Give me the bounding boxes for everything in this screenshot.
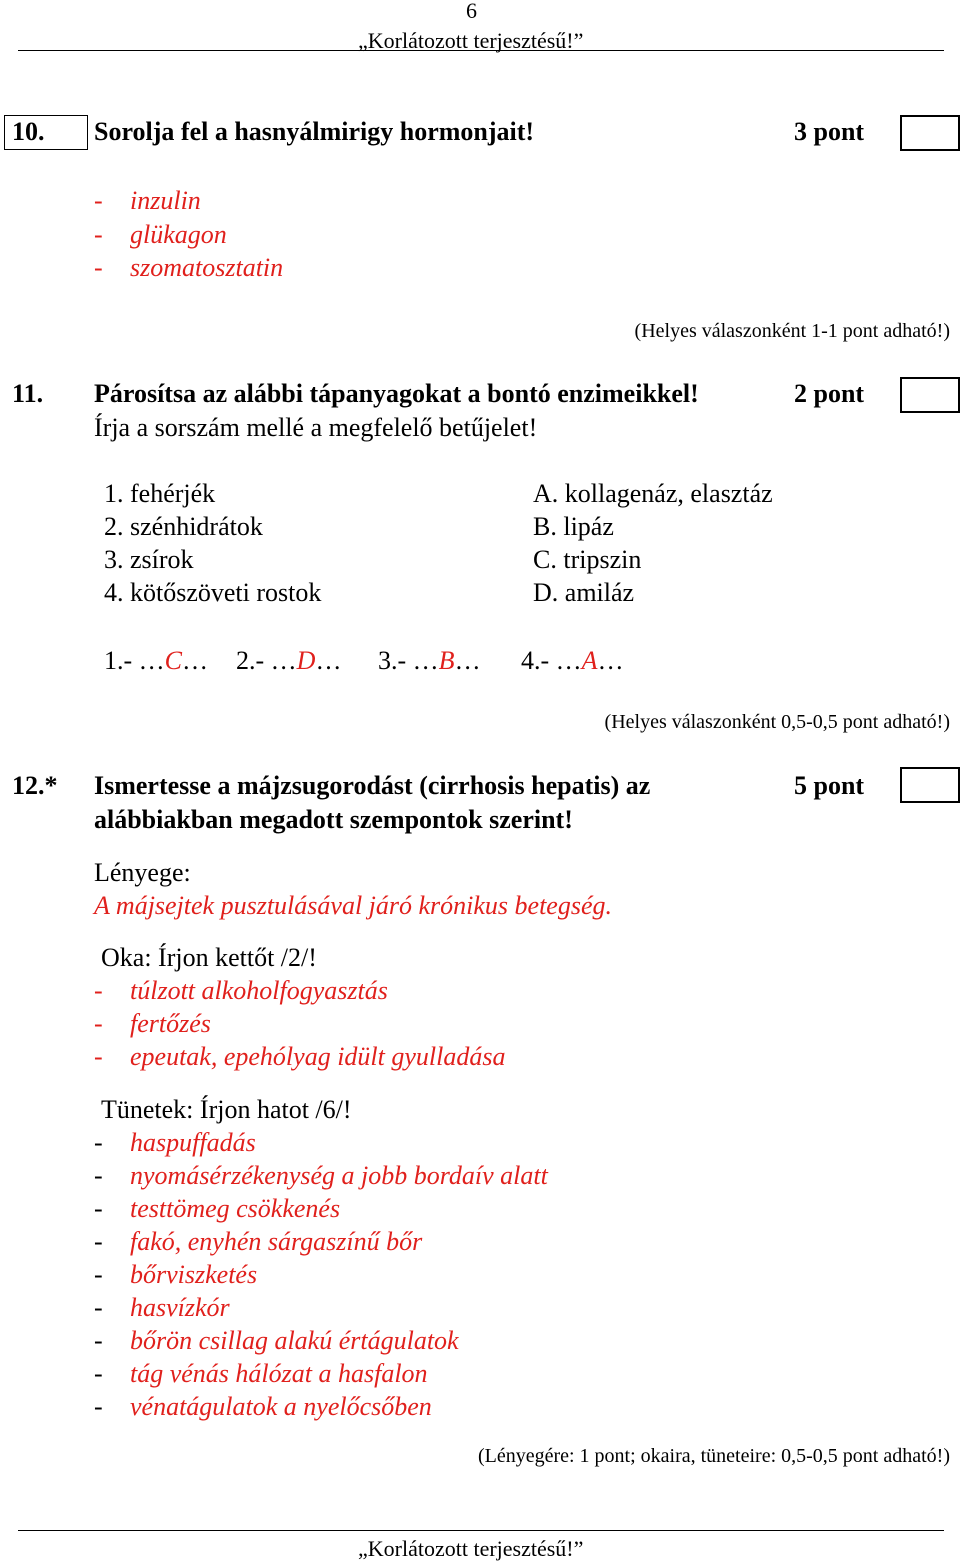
question-12-points: 5 pont xyxy=(794,771,865,800)
q11-right-item-d: D. amiláz xyxy=(533,578,635,607)
pair-suffix: … xyxy=(597,646,624,675)
answer-dash: - xyxy=(94,253,103,282)
question-10-prompt: Sorolja fel a hasnyálmirigy hormonjait! xyxy=(94,117,535,146)
pair-answer: C xyxy=(164,646,183,675)
q11-pair-1 xyxy=(104,646,208,676)
pair-suffix: … xyxy=(315,646,342,675)
question-11-number: 11. xyxy=(12,379,44,408)
causes-label: Oka: Írjon kettőt /2/! xyxy=(101,943,317,972)
q10-answer-3: szomatosztatin xyxy=(130,253,284,282)
symptom-4: fakó, enyhén sárgaszínű bőr xyxy=(130,1227,423,1256)
q11-left-item-3: 3. zsírok xyxy=(104,545,194,574)
cause-1: túlzott alkoholfogyasztás xyxy=(130,976,388,1005)
page-number: 6 xyxy=(466,0,477,23)
pair-prefix: 4.- … xyxy=(521,646,582,675)
symptom-1: haspuffadás xyxy=(130,1128,256,1157)
symptom-7: bőrön csillag alakú értágulatok xyxy=(130,1326,459,1355)
answer-dash: - xyxy=(94,1042,103,1071)
question-12-number: 12.* xyxy=(12,771,58,800)
q11-left-item-1: 1. fehérjék xyxy=(104,479,216,508)
pair-answer: B xyxy=(438,646,455,675)
question-12-prompt-line1: Ismertesse a májzsugorodást (cirrhosis hepatis) az xyxy=(94,771,651,800)
answer-dash: - xyxy=(94,1194,103,1223)
cause-3: epeutak, epehólyag idült gyulladása xyxy=(130,1042,506,1071)
q11-right-item-c: C. tripszin xyxy=(533,545,642,574)
symptom-9: vénatágulatok a nyelőcsőben xyxy=(130,1392,432,1421)
essence-label: Lényege: xyxy=(94,858,191,887)
q11-right-item-a: A. kollagenáz, elasztáz xyxy=(533,479,773,508)
answer-dash: - xyxy=(94,1359,103,1388)
q11-right-item-b: B. lipáz xyxy=(533,512,614,541)
score-box-q10[interactable] xyxy=(900,115,960,151)
symptom-5: bőrviszketés xyxy=(130,1260,258,1289)
symptoms-label: Tünetek: Írjon hatot /6/! xyxy=(101,1095,352,1124)
footer-rule xyxy=(18,1530,944,1531)
q10-answer-1: inzulin xyxy=(130,186,201,215)
pair-prefix: 2.- … xyxy=(236,646,297,675)
answer-dash: - xyxy=(94,1009,103,1038)
symptom-3: testtömeg csökkenés xyxy=(130,1194,341,1223)
q11-pair-3 xyxy=(378,646,481,676)
question-12-prompt-line2: alábbiakban megadott szempontok szerint! xyxy=(94,805,573,834)
question-10-points: 3 pont xyxy=(794,117,865,146)
answer-dash: - xyxy=(94,1326,103,1355)
q11-pair-2 xyxy=(236,646,341,676)
essence-answer: A májsejtek pusztulásával járó krónikus betegség. xyxy=(94,891,613,920)
answer-dash: - xyxy=(94,1227,103,1256)
score-box-q12[interactable] xyxy=(900,767,960,803)
q11-left-item-2: 2. szénhidrátok xyxy=(104,512,263,541)
question-10-number: 10. xyxy=(12,117,45,146)
answer-dash: - xyxy=(94,1161,103,1190)
header-rule xyxy=(18,50,944,51)
symptom-8: tág vénás hálózat a hasfalon xyxy=(130,1359,428,1388)
q10-answer-2: glükagon xyxy=(130,220,227,249)
question-11-prompt-line1: Párosítsa az alábbi tápanyagokat a bontó enzimeikkel! xyxy=(94,379,699,408)
answer-dash: - xyxy=(94,1293,103,1322)
footer-notice: „Korlátozott terjesztésű!” xyxy=(358,1536,584,1561)
question-11-prompt-line2: Írja a sorszám mellé a megfelelő betűjelet! xyxy=(94,413,538,442)
answer-dash: - xyxy=(94,1128,103,1157)
answer-dash: - xyxy=(94,186,103,215)
pair-prefix: 1.- … xyxy=(104,646,165,675)
symptom-2: nyomásérzékenység a jobb bordaív alatt xyxy=(130,1161,548,1190)
answer-dash: - xyxy=(94,976,103,1005)
pair-prefix: 3.- … xyxy=(378,646,439,675)
score-box-q11[interactable] xyxy=(900,377,960,413)
q10-scoring-note: (Helyes válaszonként 1-1 pont adható!) xyxy=(634,320,950,342)
symptom-6: hasvízkór xyxy=(130,1293,230,1322)
answer-dash: - xyxy=(94,220,103,249)
pair-suffix: … xyxy=(182,646,209,675)
q11-left-item-4: 4. kötőszöveti rostok xyxy=(104,578,322,607)
question-11-points: 2 pont xyxy=(794,379,865,408)
cause-2: fertőzés xyxy=(130,1009,211,1038)
q12-scoring-note: (Lényegére: 1 pont; okaira, tüneteire: 0,5-0,5 pont adható!) xyxy=(477,1445,950,1467)
q11-scoring-note: (Helyes válaszonként 0,5-0,5 pont adható!) xyxy=(604,711,950,733)
answer-dash: - xyxy=(94,1392,103,1421)
q11-pair-4 xyxy=(521,646,624,676)
pair-answer: A xyxy=(581,646,598,675)
header-notice: „Korlátozott terjesztésű!” xyxy=(358,28,584,53)
answer-dash: - xyxy=(94,1260,103,1289)
pair-answer: D xyxy=(296,646,316,675)
pair-suffix: … xyxy=(454,646,481,675)
